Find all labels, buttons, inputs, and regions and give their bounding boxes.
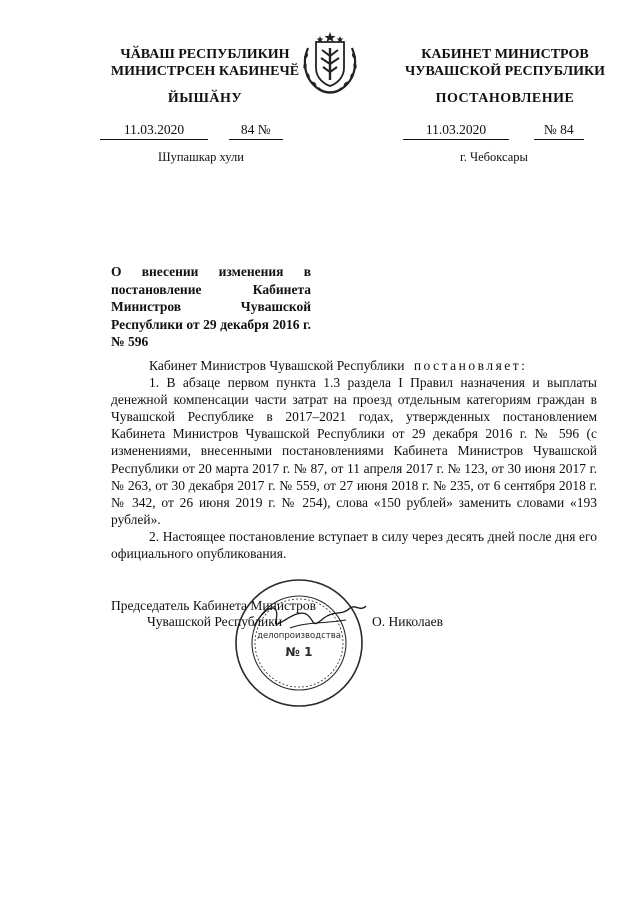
header-left-line2: МИНИСТРСЕН КАБИНЕЧӖ (110, 64, 300, 79)
reg-right-date: 11.03.2020 (403, 122, 509, 140)
stamp-inner-text: делопроизводства (257, 631, 341, 641)
reg-right-number: № 84 (534, 122, 584, 140)
header-right-russian (390, 46, 620, 80)
stamp-number: № 1 (285, 645, 313, 659)
place-left: Шупашкар хули (158, 150, 244, 164)
preamble (111, 357, 597, 374)
doc-type-right: ПОСТАНОВЛЕНИЕ (435, 91, 575, 106)
header-left-line1: ЧӐВАШ РЕСПУБЛИКИН (120, 47, 290, 62)
header-right-line1: КАБИНЕТ МИНИСТРОВ (421, 47, 589, 62)
place-right: г. Чебоксары (460, 150, 528, 164)
signatory-position-line2: Чувашской Республики (147, 614, 283, 629)
chuvash-coat-of-arms-icon (298, 28, 362, 96)
official-stamp (232, 576, 366, 710)
handwritten-signature (250, 598, 370, 638)
paragraph-1: 1. В абзаце первом пункта 1.3 раздела I Правил назначения и выплаты денежной компенсации части затрат на проезд отдельным категориям граждан в Чувашской Республике в 2017–2021 годах, утвержденных постановлением Кабинета Министров Чувашской Республики от 29 декабря 2016 г. № 596 (с изменениями, внесенными постановлениями Кабинета Министров Чувашской Республики от 20 марта 2017 г. № 87, от 11 апреля 2017 г. № 123, от 30 июня 2017 г. № 263, от 30 декабря 2017 г. № 559, от 27 июня 2018 г. № 235, от 6 сентября 2018 г. № 342, от 26 июня 2019 г. № 254), слова «150 рублей» заменить словами «193 рублей». (111, 375, 597, 527)
reg-left (100, 122, 283, 140)
preamble-verb: постановляет: (413, 358, 528, 373)
reg-right (403, 122, 584, 140)
preamble-text: Кабинет Министров Чувашской Республики (149, 358, 405, 373)
header-left-chuvash (95, 46, 315, 80)
reg-left-number: 84 № (229, 122, 283, 140)
document-body (111, 357, 597, 562)
header-right-line2: ЧУВАШСКОЙ РЕСПУБЛИКИ (404, 64, 606, 79)
doc-type-left: ЙЫШӐНУ (167, 91, 243, 106)
reg-left-date: 11.03.2020 (100, 122, 208, 140)
document-title: О внесении изменения в постановление Кабинета Министров Чувашской Республики от 29 декабря 2016 г. № 596 (111, 264, 311, 349)
signatory-name: О. Николаев (372, 614, 444, 629)
paragraph-2: 2. Настоящее постановление вступает в силу через десять дней после дня его официального опубликования. (111, 528, 597, 562)
signatory-position-line1: Председатель Кабинета Министров (111, 598, 316, 613)
